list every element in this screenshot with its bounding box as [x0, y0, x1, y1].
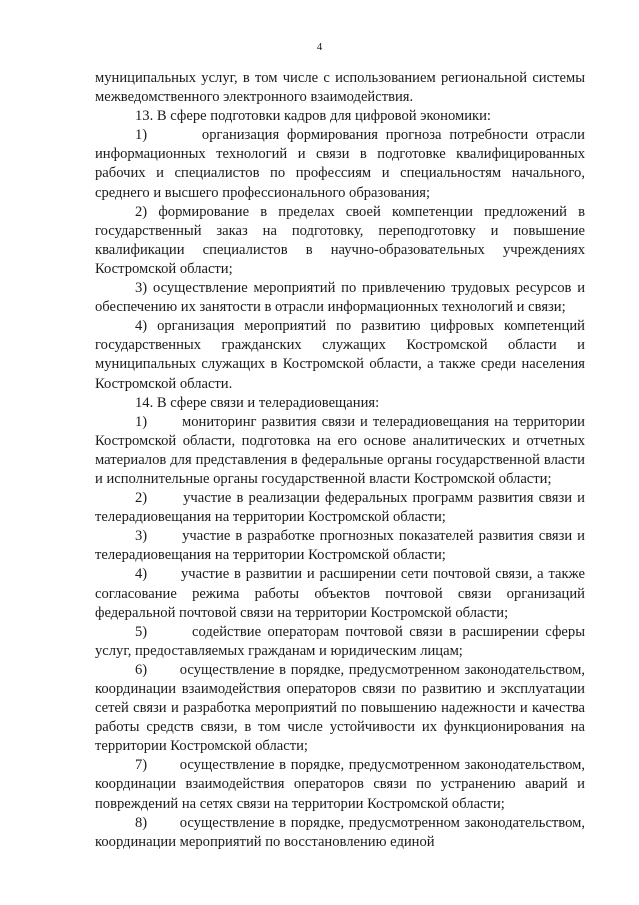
list-item: 3) участие в разработке прогнозных показателей развития связи и телерадиовещания на территории Костромской области; [95, 528, 585, 564]
page-number: 4 [316, 41, 323, 53]
paragraph: муниципальных услуг, в том числе с использованием региональной системы межведомственного электронного взаимодействия. [95, 70, 585, 106]
list-item: 3) осуществление мероприятий по привлечению трудовых ресурсов и обеспечению их занятости в отрасли информационных технологий и связи; [95, 280, 585, 316]
list-item: 7) осуществление в порядке, предусмотренном законодательством, координации взаимодействия операторов связи по устранению аварий и повреждений на сетях связи на территории Костромской области; [95, 757, 585, 812]
list-item: 6) осуществление в порядке, предусмотренном законодательством, координации взаимодействия операторов связи по развитию и эксплуатации сетей связи и разработка мероприятий по повышению надежности и качества работы средств связи, в том числе устойчивости их функционирования на территории Костромской области; [95, 661, 585, 755]
list-item: 1) организация формирования прогноза потребности отрасли информационных технологий и связи в подготовке квалифицированных рабочих и специалистов по профессиям и специальностям начального, среднего и высшего профессионального образования; [95, 127, 585, 201]
list-item: 1) мониторинг развития связи и телерадиовещания на территории Костромской области, подготовка на его основе аналитических и отчетных материалов для представления в федеральные органы государственной власти и исполнительные органы государственной власти Костромской области; [95, 413, 585, 487]
list-item: 4) участие в развитии и расширении сети почтовой связи, а также согласование режима работы объектов почтовой связи организаций федеральной почтовой связи на территории Костромской области; [95, 566, 585, 621]
list-item: 4) организация мероприятий по развитию цифровых компетенций государственных гражданских служащих Костромской области и муниципальных служащих в Костромской области, а также среди населения Костромской области. [95, 318, 585, 392]
section-heading: 13. В сфере подготовки кадров для цифровой экономики: [135, 108, 491, 125]
list-item: 5) содействие операторам почтовой связи в расширении сферы услуг, предоставляемых гражданам и юридическим лицам; [95, 623, 585, 659]
document-body [95, 69, 585, 852]
list-item: 2) формирование в пределах своей компетенции предложений в государственный заказ на подготовку, переподготовку и повышение квалификации специалистов в научно-образовательных учреждениях Костромской области; [95, 203, 585, 277]
section-heading: 14. В сфере связи и телерадиовещания: [135, 394, 380, 411]
list-item: 8) осуществление в порядке, предусмотренном законодательством, координации мероприятий по восстановлению единой [95, 814, 585, 850]
list-item: 2) участие в реализации федеральных программ развития связи и телерадиовещания на территории Костромской области; [95, 490, 585, 526]
